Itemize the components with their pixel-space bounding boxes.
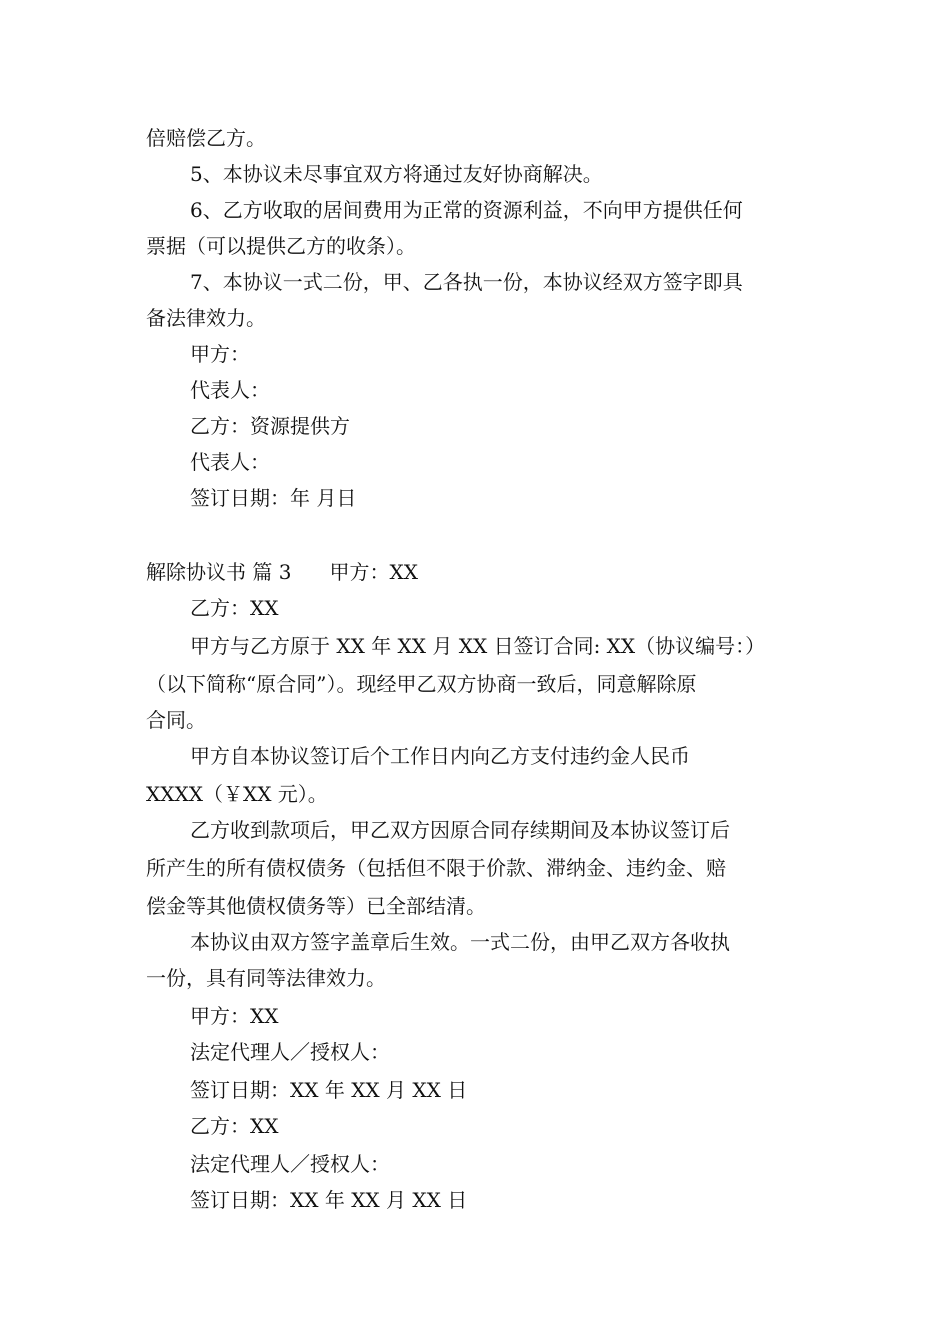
- clause-5: 5、本协议未尽事宜双方将通过友好协商解决。: [190, 162, 603, 186]
- paragraph-line: （以下简称“原合同”）。现经甲乙双方协商一致后，同意解除原: [146, 672, 697, 696]
- signing-date: 签订日期：XX 年 XX 月 XX 日: [190, 1078, 468, 1102]
- paragraph-line: 备法律效力。: [146, 306, 266, 330]
- paragraph-line: 偿金等其他债权债务等）已全部结清。: [146, 894, 486, 918]
- party-b-label: 乙方：资源提供方: [190, 414, 350, 438]
- paragraph-line: 乙方收到款项后，甲乙双方因原合同存续期间及本协议签订后: [190, 818, 730, 842]
- signing-date: 签订日期：年 月日: [190, 486, 357, 510]
- paragraph-line: 甲方自本协议签订后个工作日内向乙方支付违约金人民币: [190, 744, 690, 768]
- paragraph-line: XXXX（￥XX 元）。: [146, 782, 328, 806]
- representative-label: 代表人：: [190, 450, 270, 474]
- clause-7: 7、本协议一式二份，甲、乙各执一份，本协议经双方签字即具: [190, 270, 743, 294]
- paragraph-line: 甲方与乙方原于 XX 年 XX 月 XX 日签订合同: XX（协议编号：）: [190, 634, 766, 658]
- party-b-label: 乙方：XX: [190, 596, 279, 620]
- section-title: 解除协议书 篇 3: [146, 560, 292, 584]
- legal-representative-label: 法定代理人／授权人：: [190, 1152, 390, 1176]
- paragraph-line: 一份，具有同等法律效力。: [146, 966, 386, 990]
- signing-date: 签订日期：XX 年 XX 月 XX 日: [190, 1188, 468, 1212]
- paragraph-line: 票据（可以提供乙方的收条）。: [146, 234, 416, 258]
- paragraph-line: 所产生的所有债权债务（包括但不限于价款、滞纳金、违约金、赔: [146, 856, 726, 880]
- party-a-label: 甲方：XX: [190, 1004, 279, 1028]
- paragraph-line: 本协议由双方签字盖章后生效。一式二份，由甲乙双方各收执: [190, 930, 730, 954]
- paragraph-line: 倍赔偿乙方。: [146, 126, 266, 150]
- party-a-label: 甲方：XX: [329, 560, 418, 584]
- representative-label: 代表人：: [190, 378, 270, 402]
- section-heading: [146, 558, 418, 586]
- legal-representative-label: 法定代理人／授权人：: [190, 1040, 390, 1064]
- clause-6: 6、乙方收取的居间费用为正常的资源利益，不向甲方提供任何: [190, 198, 743, 222]
- party-a-label: 甲方：: [190, 342, 250, 366]
- paragraph-line: 合同。: [146, 708, 206, 732]
- party-b-label: 乙方：XX: [190, 1114, 279, 1138]
